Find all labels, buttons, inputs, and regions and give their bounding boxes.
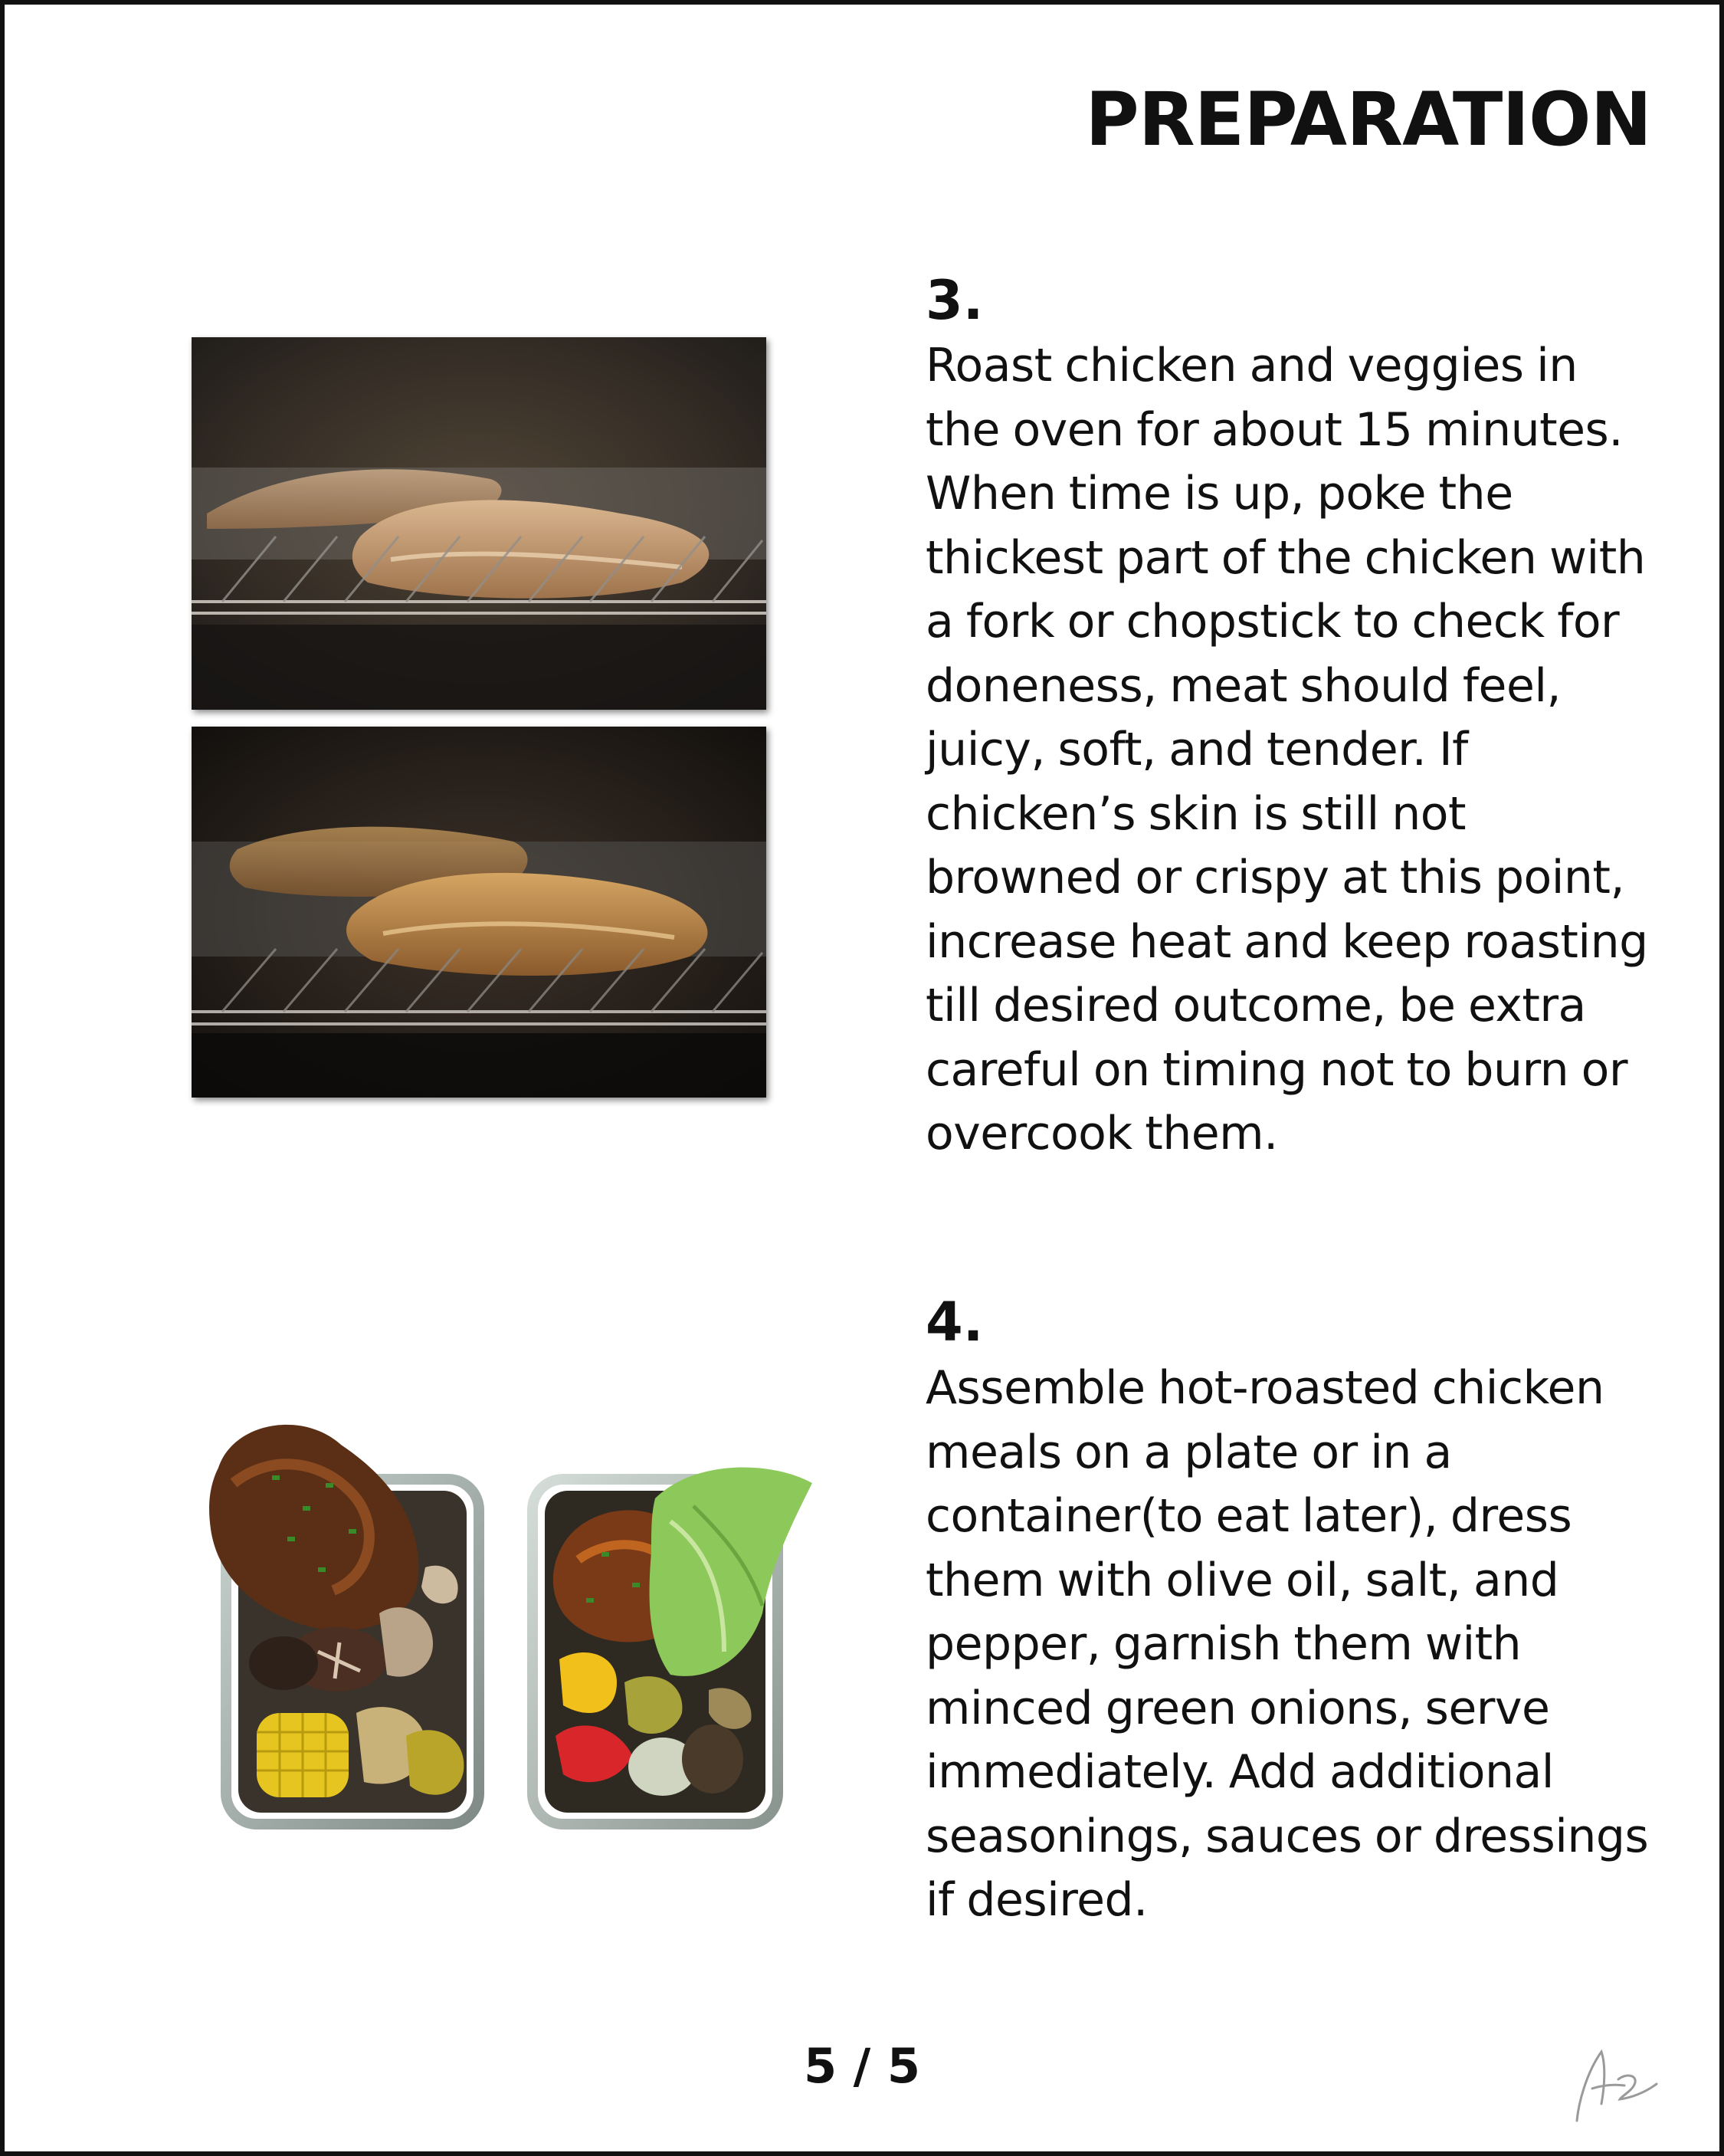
page-heading: PREPARATION [1085, 77, 1651, 162]
meal-container-left [203, 1414, 494, 1836]
step-4-text: Assemble hot-roasted chicken meals on a plate or in a container(to eat later), dress them with olive oil, salt, and pepper, garnish them with minced green onions, serve immediately. Add additional seasonings, sauces or dressings if desired. [926, 1361, 1649, 1927]
step-3-text: Roast chicken and veggies in the oven for about 15 minutes. When time is up, poke the thickest part of the chicken with a fork or chopstick to check for doneness, meat should feel, juicy, soft, and tender. If chicken’s skin is still not browned or crispy at this point, increase heat and keep roasting till desired outcome, be extra careful on timing not to burn or overcook them. [926, 339, 1648, 1160]
oven-photo-before [192, 337, 766, 710]
step-3-number: 3. [926, 269, 984, 332]
step-4-number: 4. [926, 1291, 984, 1354]
page-number: 5 / 5 [803, 2038, 921, 2094]
oven-photo-after [192, 727, 766, 1098]
handwritten-signature-icon [1571, 2043, 1663, 2130]
meal-container-right [517, 1452, 824, 1836]
